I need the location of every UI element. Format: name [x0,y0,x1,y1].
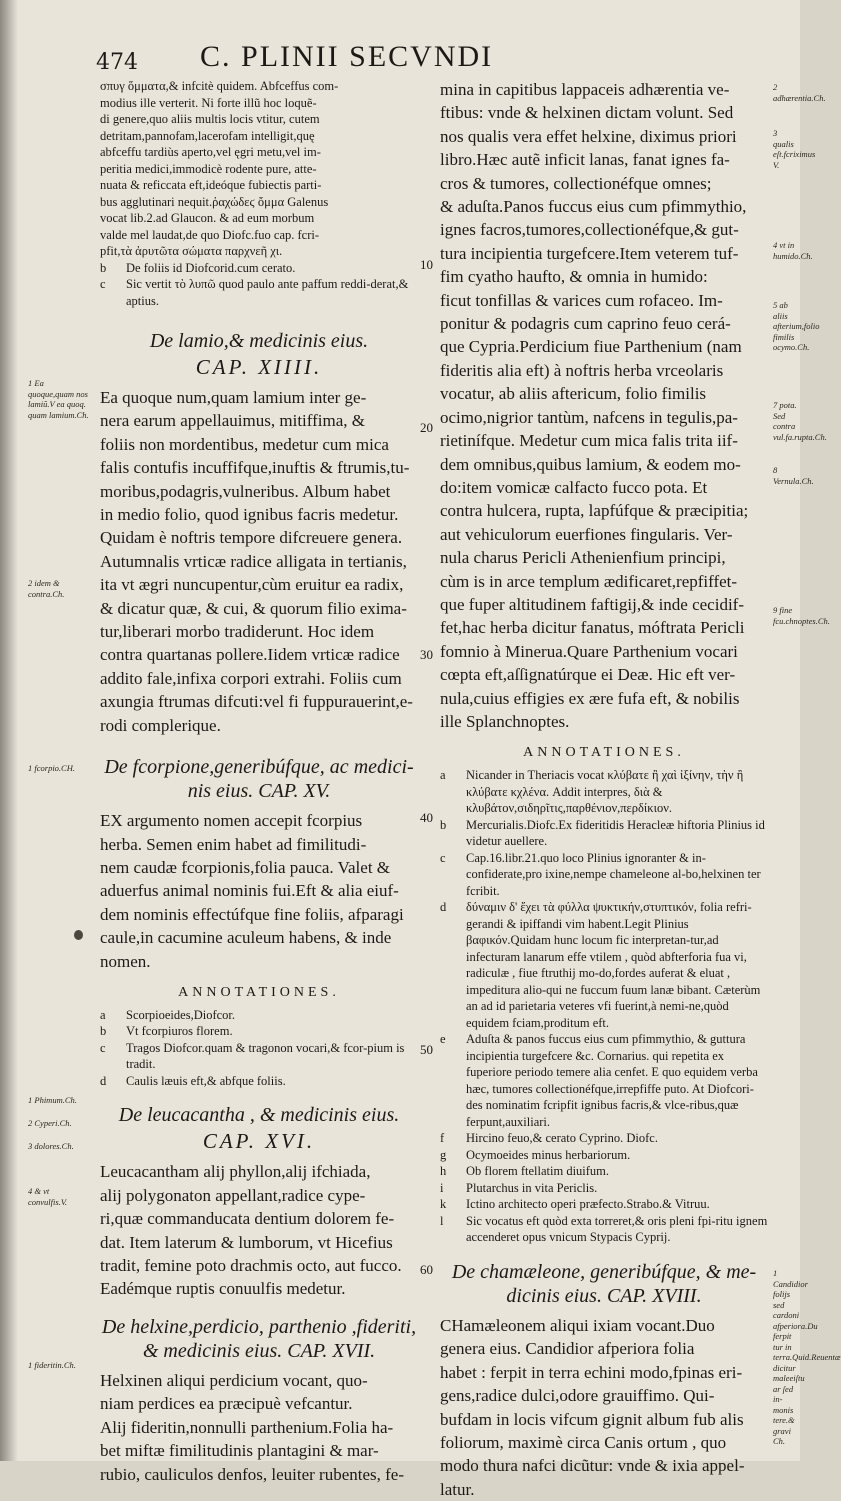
text-line: & aduſta.Panos fuccus eius cum pfimmythio, [440,197,747,217]
text-line: addito fale,infixa corpori extrahi. Foliis cum [100,668,402,688]
text-line: ponitur & podagris cum caprino feuo cerá- [440,314,731,334]
page-gutter-shadow [0,0,18,1461]
note-text: Ictino architecto operi præfecto.Strabo.& Vitruu. [466,1197,710,1212]
chapter-15-notes [100,1007,418,1090]
text-line: Ea quoque num,quam lamium inter ge- [100,388,367,407]
margin-note: 1 Ea quoque,quam nos lamiũ.V ea quoq. quam lamium.Ch. [28,378,89,420]
note-key: b [100,1024,107,1039]
text-line: rietinífque. Medetur cum mica falis trita iif- [440,431,738,451]
right-column [440,78,768,1501]
margin-note: 7 pota. Sed contra vul.fa.rupta.Ch. [773,400,827,442]
margin-note: 1 Candidior folijs sed cardoni afperiora.Du ferpit tur in terra.Quid.Reuentæ dicitur maleeiſtu ar ſed in-monis tere.& gravi Ch. [773,1268,841,1446]
text-line: rodi complerique. [100,715,221,735]
text-line: caule,in cacumine aculeum habens, & inde [100,928,392,948]
margin-note: 1 fcorpio.CH. [28,763,75,773]
note-line: modius ille verterit. Ni forte illũ hoc loquẽ- [100,95,317,110]
ink-spot [74,930,83,940]
note-line: abfceffu tardiùs aperto,vel ęgri metu,vel im- [100,145,321,159]
margin-note: 1 Phimum.Ch. [28,1095,77,1105]
text-line: cœpta eft,aſſignatúrque ei Deæ. Hic eft ver- [440,665,736,685]
chapter-17-text [100,1369,418,1486]
note-key: a [100,1007,106,1022]
note-key: b [100,260,107,275]
note-key: b [440,817,447,832]
text-line: nera earum appellauimus, mitiffima, & [100,411,365,431]
note-line: peritia medici,immodicè rodente pure, atte- [100,161,317,176]
note-item [440,899,768,1031]
text-line: falis contufis incuffifque,inuftis & ftrumis,tu- [100,458,410,478]
note-text: Cap.16.libr.21.quo loco Plinius ignoranter & in-confiderate,pro ixine,nempe chameleone al-bo,helxinen ter fcribit. [466,850,761,898]
text-line: ignes facros,tumores,collectionéfque,& gut- [440,220,739,240]
note-text: δύναμιν δ' ἔχει τὰ φύλλα ψυκτικήν,στυπτικόν, folia refri-gerandi & ipiffandi vim habent.Legit Plinius βαφικόν.Quidam hunc locum fic interpretan-tur,ad infecturam lanarum effe vtilem , quòd abfterforia fua vi, radiculæ , fiue ftruthij mo-do,fordes auferat & eluat , impeditura alio-qui ne fuccum fuum lanæ bibant. Cæterùm an ad id parietaria veteres vfi fuerint,à nemi-ne,quòd equidem fciam,proditum eft. [466,900,761,1030]
page-number: 474 [96,50,138,75]
text-line: foliis non mordentibus, medetur cum mica [100,434,389,454]
text-line: latur. [440,1479,475,1499]
text-line: dem nominis effectúfque fine foliis, afparagi [100,904,404,924]
note-item [440,817,768,850]
text-line: fomnio à Minerua.Quare Parthenium vocari [440,641,738,661]
margin-note: 3 dolores.Ch. [28,1141,74,1151]
margin-note: 2 idem & contra.Ch. [28,578,65,599]
section-heading-leucacantha: De leucacantha , & medicinis eius. [118,1104,400,1127]
chapter-15-text [100,809,418,973]
note-line: bus agglutinari nequit.ῥαχώδεϛ ὄμμα Galenus [100,194,329,209]
text-line: niam perdices ea præcipuè vefcantur. [100,1394,353,1414]
section-heading-helxine: De helxine,perdicio, parthenio ,fideriti, & medicinis eius. CAP. XVII. [101,1315,417,1362]
note-item [440,1031,768,1130]
note-key: d [100,1073,107,1088]
note-item [440,1196,768,1213]
margin-note: 5 ab aliis afterium,folio fimilis ocymo.Ch. [773,300,820,352]
text-line: nula charus Pericli Athenienfium principi, [440,548,726,568]
text-line: rubio, cauliculos denfos, leuiter rubentes, fe- [100,1464,405,1484]
chapter-18-text [440,1314,768,1501]
note-line: pfit,τὰ ἀρυτῶτα σώματα παρχνεῆ χι. [100,244,283,258]
text-line: Helxinen aliqui perdicium vocant, quo- [100,1370,368,1390]
text-line: EX argumento nomen accepit fcorpius [100,811,363,831]
text-line: fet,hac herba dicitur fanatus, móftrata Pericli [440,618,745,638]
text-line: contra quartanas pollere.Iidem vrticæ radice [100,645,400,665]
text-line: aut vehiculorum euerfiones fingularis. Ver- [440,524,733,544]
margin-note: 2 Cyperi.Ch. [28,1118,72,1128]
text-line: vocatur, ab aliis aftericum, folio fimilis [440,384,707,404]
note-item [100,276,418,309]
note-key: c [100,277,106,291]
note-key: a [440,768,446,783]
text-line: & dicatur quæ, & cui, & quorum filio exima- [100,598,407,618]
note-text: Tragos Diofcor.quam & tragonon vocari,& fcor-pium is tradit. [126,1040,405,1072]
chapter-17-notes [440,767,768,1246]
text-line: Alij fideritin,nonnulli parthenium.Folia ha- [100,1417,394,1437]
margin-note: 9 fine fcu.chnoptes.Ch. [773,605,830,626]
note-text: Ob florem ftellatim diuifum. [466,1164,610,1179]
chapter-14-text [100,386,418,737]
line-number: 10 [420,257,433,272]
text-line: axungia ftrumas difcuti:vel fi fuppurauerint,e- [100,692,413,712]
left-column [100,78,418,1486]
text-line: moribus,podagris,vulneribus. Album habet [100,481,391,501]
note-key: h [440,1164,447,1179]
annotations-title: ANNOTATIONES. [178,984,340,1000]
note-item [100,1007,418,1024]
text-line: alij polygonaton appellant,radice cype- [100,1185,366,1205]
line-number: 20 [420,420,433,435]
text-line: Leucacantham alij phyllon,alij ifchiada, [100,1162,371,1182]
text-line: aduerfus animal nominis fui.Eft & alia eiuf- [100,881,399,901]
margin-note: 3 qualis eſt.fcriximus V. [773,128,816,170]
text-line: fideritis alia eft) à noftris herba vrceolaris [440,360,724,380]
note-item [100,1040,418,1073]
line-number: 50 [420,1042,433,1057]
text-line: que Cypria.Perdicium fiue Parthenium (nam [440,337,742,357]
note-key: f [440,1131,445,1146]
section-heading-lamium: De lamio,& medicinis eius. [149,330,369,352]
note-text: Hircino feuo,& cerato Cyprino. Diofc. [466,1131,658,1146]
note-item [440,767,768,817]
text-line: Eadémque ruptis conuulfis medetur. [100,1279,346,1299]
note-text: Sic vocatus eft quòd exta torreret,& oris pleni fpi-ritu ignem accenderet opus vnicum Stypacis Cyprij. [466,1213,768,1245]
text-line: CHamæleonem aliqui ixiam vocant.Duo [440,1315,715,1335]
chapter-17-continued-text [440,78,768,733]
text-line: bet miftæ fimilitudinis plantagini & mar- [100,1441,379,1461]
text-line: ille Splanchnoptes. [440,711,570,731]
chapter-number-16: CAP. XVI. [202,1129,316,1154]
note-key: e [440,1032,446,1047]
text-line: in medio folio, quod ignibus facris medetur. [100,505,399,525]
note-item [440,1163,768,1180]
note-key: g [440,1147,447,1162]
text-line: dem omnibus,quibus lamium, & eodem mo- [440,454,741,474]
note-text: Mercurialis.Diofc.Ex fideritidis Heracleæ hiftoria Plinius id videtur auellere. [466,817,765,849]
text-line: ocimo,nigrior tantùm, nafcens in tegulis,pa- [440,407,738,427]
text-line: nomen. [100,951,151,971]
note-item [100,1073,418,1090]
text-line: tradit, femine poto drachmis octo, aut fucco. [100,1256,402,1276]
note-text: Ocymoeides minus herbariorum. [466,1147,631,1162]
note-line: di genere,quo aliis multis locis vtitur, cutem [100,112,320,126]
margin-note: 1 fideritin.Ch. [28,1360,76,1370]
note-item [440,1130,768,1147]
note-line: valde mel laudat,de quo Diofc.fuo cap. fcri- [100,227,320,242]
note-key: k [440,1197,447,1212]
text-line: contra hulcera, rupta, lapfúfque & præcipitia; [440,501,749,521]
text-line: foliorum, maximè circa Canis ortum , quo [440,1432,727,1452]
note-text: Vt fcorpiuros florem. [126,1024,233,1039]
note-line: detritam,pannofam,lacerofam intelligit,quę [100,128,315,143]
note-item [100,260,418,277]
text-line: nos qualis vera effet helxine, diximus priori [440,126,737,146]
note-text: Aduſta & panos fuccus eius cum pfimmythio, & guttura incipientia turgefcere &c. Cornarius. qui repetita ex fuperiore periodo temere alia cenfet. E quo equidem verba hæc, tumores collectionéfque,irrepfiffe puto. At Diofcori-des nominatim fcripfit ignibus facris,& vlce-ribus,quæ ferpunt,auxiliari. [466,1032,758,1129]
running-head: C. PLINII SECVNDI [200,40,494,73]
note-line: vocat lib.2.ad Glaucon. & ad eum morbum [100,211,315,225]
note-text: Sic vertit τὸ λυπῶ quod paulo ante paffum reddi-derat,& aptius. [126,277,409,308]
note-text: Scorpioeides,Diofcor. [126,1007,236,1022]
text-line: ftibus: vnde & helxinen dictam volunt. Sed [440,103,734,123]
section-heading-scorpion: De fcorpione,generibúfque, ac medici-nis eius. CAP. XV. [104,756,414,803]
note-item [440,850,768,900]
note-text: Nicander in Theriacis vocat κλύβατε ἢ χαὶ ἰξίνην, τὴν ἢ κλύβατε κχλένα. Addit interpres, διὰ & κλυβάτον,σιδηρῖτις,παρθένιον,περδίκιον. [466,768,744,816]
text-line: mina in capitibus lappaceis adhærentia ve- [440,80,730,99]
text-line: ri,quæ commanducata dentium dolorem fe- [100,1209,395,1229]
text-line: genera eius. Candidior afperiora folia [440,1339,695,1359]
note-text: De foliis id Diofcorid.cum cerato. [126,260,296,275]
note-line: nuata & reficcata eft,ideóque fubiectis parti- [100,178,322,192]
margin-note: 4 vt in humido.Ch. [773,240,813,261]
text-line: nula,cuius effigies ex ære fufa eft, & nobilis [440,688,740,708]
text-line: bufdam in locis vifcum gignit album fub alis [440,1409,744,1429]
note-key: i [440,1180,444,1195]
text-line: nem caudæ fcorpionis,folia pauca. Valet & [100,857,391,877]
note-key: c [440,850,446,865]
note-key: d [440,900,447,915]
text-line: herba. Semen enim habet ad fimilitudi- [100,834,367,854]
line-number: 60 [420,1262,433,1277]
note-line: σπυγ ὅμματα,& infcitè quidem. Abfceffus com- [100,79,339,93]
note-text: Caulis læuis eft,& abfque foliis. [126,1073,286,1088]
text-line: cùm is in arce templum ædificaret,repfiffet- [440,571,738,591]
note-item [440,1180,768,1197]
text-line: fim cyatho haufto, & omnia in humido: [440,267,708,287]
note-key: l [440,1213,444,1228]
note-item [440,1147,768,1164]
margin-note: 2 adhærentia.Ch. [773,82,826,103]
margin-note: 8 Vernula.Ch. [773,465,814,486]
text-line: habet : ferpit in terra echini modo,fpinas eri- [440,1362,743,1382]
margin-note: 4 & vt convulfis.V. [28,1186,68,1207]
text-line: libro.Hæc autẽ inficit lanas, fanat ignes fa- [440,150,730,170]
text-line: ficut tonfillas & varices cum rofaceo. Im- [440,290,723,310]
note-key: c [100,1040,106,1055]
chapter-16-text [100,1160,418,1300]
text-line: do:item vomicæ calfacto fucco pota. Et [440,477,708,497]
text-line: tur,liberari morbo tradiderunt. Hoc idem [100,622,375,642]
line-number: 40 [420,810,433,825]
annotations-title: ANNOTATIONES. [523,745,685,761]
text-line: modo thura nafci dicũtur: vnde & ixia appel- [440,1456,745,1476]
text-line: Quidam è noftris tempore difcreuere genera. [100,528,403,548]
text-line: Autumnalis vrticæ radice alligata in tertianis, [100,551,407,571]
left-top-annotation [100,78,418,309]
section-heading-chamaeleon: De chamæleone, generibúfque, & me-dicinis eius. CAP. XVIII. [451,1260,757,1307]
text-line: tura incipientia turgefcere.Item veterem tuf- [440,243,739,263]
text-line: dat. Item laterum & lumborum, vt Hicefius [100,1232,393,1252]
note-item [440,1213,768,1246]
note-text: Plutarchus in vita Periclis. [466,1180,598,1195]
text-line: ita vt ægri nuncupentur,cùm eruitur ea radix, [100,575,404,595]
note-item [100,1023,418,1040]
text-line: cros & tumores, collectionéfque omnes; [440,173,712,193]
text-line: que fuper altitudinem faftigij,& inde cecidif- [440,594,744,614]
text-line: gens,radice dulci,odore grauiffimo. Qui- [440,1386,715,1406]
chapter-number-14: CAP. XIIII. [195,355,323,379]
line-number: 30 [420,647,433,662]
